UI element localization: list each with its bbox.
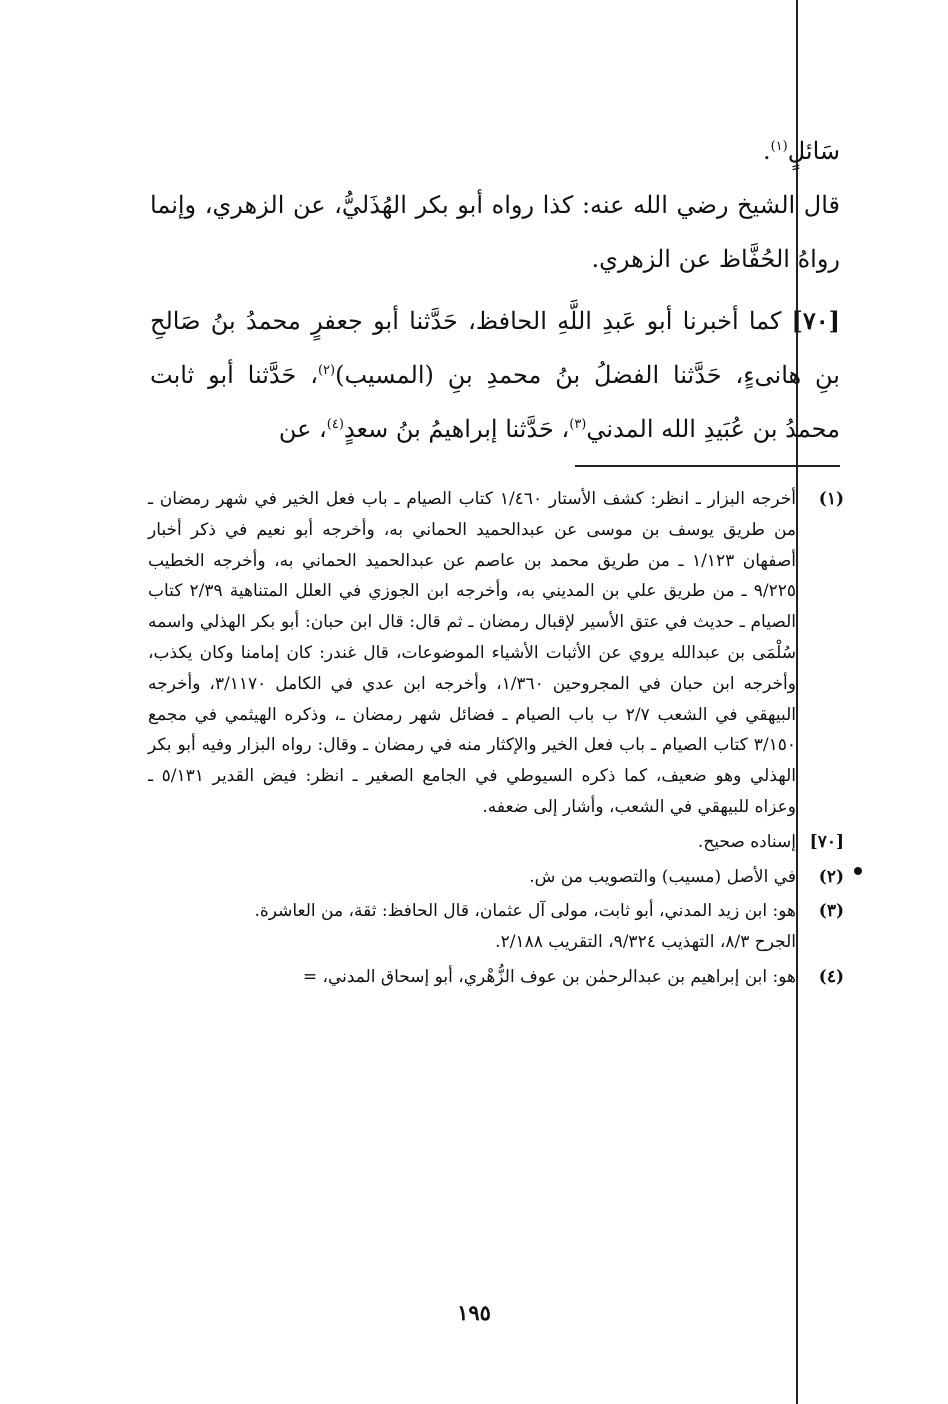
footnote-text: هو: ابن إبراهيم بن عبدالرحمٰن بن عوف الزُّهْري، أبو إسحاق المدني، =: [302, 966, 796, 987]
footnote-4: [148, 962, 844, 993]
footnotes: [148, 484, 844, 997]
footnote-text: أخرجه البزار ـ انظر: كشف الأستار ١/٤٦٠ كتاب الصيام ـ باب فعل الخير في شهر رمضان ـ من طريق يوسف بن موسى عن عبدالحميد الحماني به، وأخرجه أبو نعيم في ذكر أخبار أصفهان ١/١٢٣ ـ من طريق محمد بن عاصم عن عبدالحميد الحماني به، وأخرجه الخطيب ٩/٢٢٥ ـ من طريق علي بن المديني به، وأخرجه ابن الجوزي في العلل المتناهية ٢/٣٩ كتاب الصيام ـ حديث في عتق الأسير لإقبال رمضان ـ ثم قال: قال ابن حبان: أبو بكر الهذلي واسمه سُلْمَى بن عبدالله يروي عن الأثبات الأشياء الموضوعات، قال غندر: كان إمامنا وكان يكذب، وأخرجه ابن حبان في المجروحين ١/٣٦٠، وأخرجه ابن عدي في الكامل ٣/١١٧٠، وأخرجه البيهقي في الشعب ٢/٧ ب باب الصيام ـ فضائل شهر رمضان ـ، وذكره الهيثمي في مجمع ٣/١٥٠ كتاب الصيام ـ باب فعل الخير والإكثار منه في رمضان ـ وقال: رواه البزار وفيه أبو بكر الهذلي وهو ضعيف، كما ذكره السيوطي في الجامع الصغير ـ انظر: فيض القدير ٥/١٣١ ـ وعزاه للبيهقي في الشعب، وأشار إلى ضعفه.: [148, 489, 797, 817]
footnote-number: [٧٠]: [809, 831, 844, 852]
footnote-3: [148, 896, 844, 958]
author-comment-paragraph: قال الشيخ رضي الله عنه: كذا رواه أبو بكر الهُذَليُّ، عن الزهري، وإنما رواهُ الحُفَّاظ عن الزهري.: [150, 191, 840, 273]
footnote-2: [148, 862, 844, 893]
footnote-number: (٣): [818, 901, 844, 922]
margin-dot: [854, 867, 862, 875]
footnote-text: في الأصل (مسيب) والتصويب من ش.: [529, 866, 796, 887]
continuation-end: .: [762, 137, 771, 165]
footnote-ref-2: (٢): [317, 363, 336, 378]
hadith-text-b: ، حَدَّثنا أبو ثابت محمدُ بن عُبَيدِ الله المدني: [150, 361, 840, 443]
footnote-text: هو: ابن زيد المدني، أبو ثابت، مولى آل عثمان، قال الحافظ: ثقة، من العاشرة.: [254, 901, 796, 922]
footnote-text: إسناده صحيح.: [697, 831, 796, 852]
hadith-text-c: ، حَدَّثنا إبراهيمُ بنُ سعدٍ: [343, 415, 570, 443]
hadith-70-paragraph: [150, 294, 840, 456]
footnote-1: [148, 484, 844, 823]
footnote-number: (٢): [818, 866, 844, 887]
footnote-ref-1: (١): [770, 139, 788, 154]
footnote-number: (٤): [818, 966, 844, 987]
hadith-number: [٧٠]: [791, 306, 840, 335]
footnote-ref-4: (٤): [326, 417, 344, 432]
main-text: [150, 124, 840, 456]
continuation-word: سَائلٍ: [787, 137, 840, 165]
footnote-sources: الجرح ٨/٣، التهذيب ٩/٣٢٤، التقريب ٢/١٨٨.: [495, 932, 796, 953]
page-number: ١٩٥: [457, 1300, 491, 1325]
hadith-text-a: كما أخبرنا أبو عَبدِ اللَّهِ الحافظ، حَدَّثنا أبو جعفرٍ محمدُ بنُ صَالحِ بنِ هانىءٍ، حَدَّثنا الفضلُ بنُ محمدِ بنِ (المسيب): [150, 307, 840, 389]
footnote-number: (١): [818, 489, 844, 509]
hadith-text-d: ، عن: [278, 415, 327, 443]
footnote-separator: [575, 465, 840, 467]
footnote-70: [148, 827, 844, 858]
footnote-ref-3: (٣): [569, 417, 587, 432]
continuation-line: [150, 124, 840, 178]
